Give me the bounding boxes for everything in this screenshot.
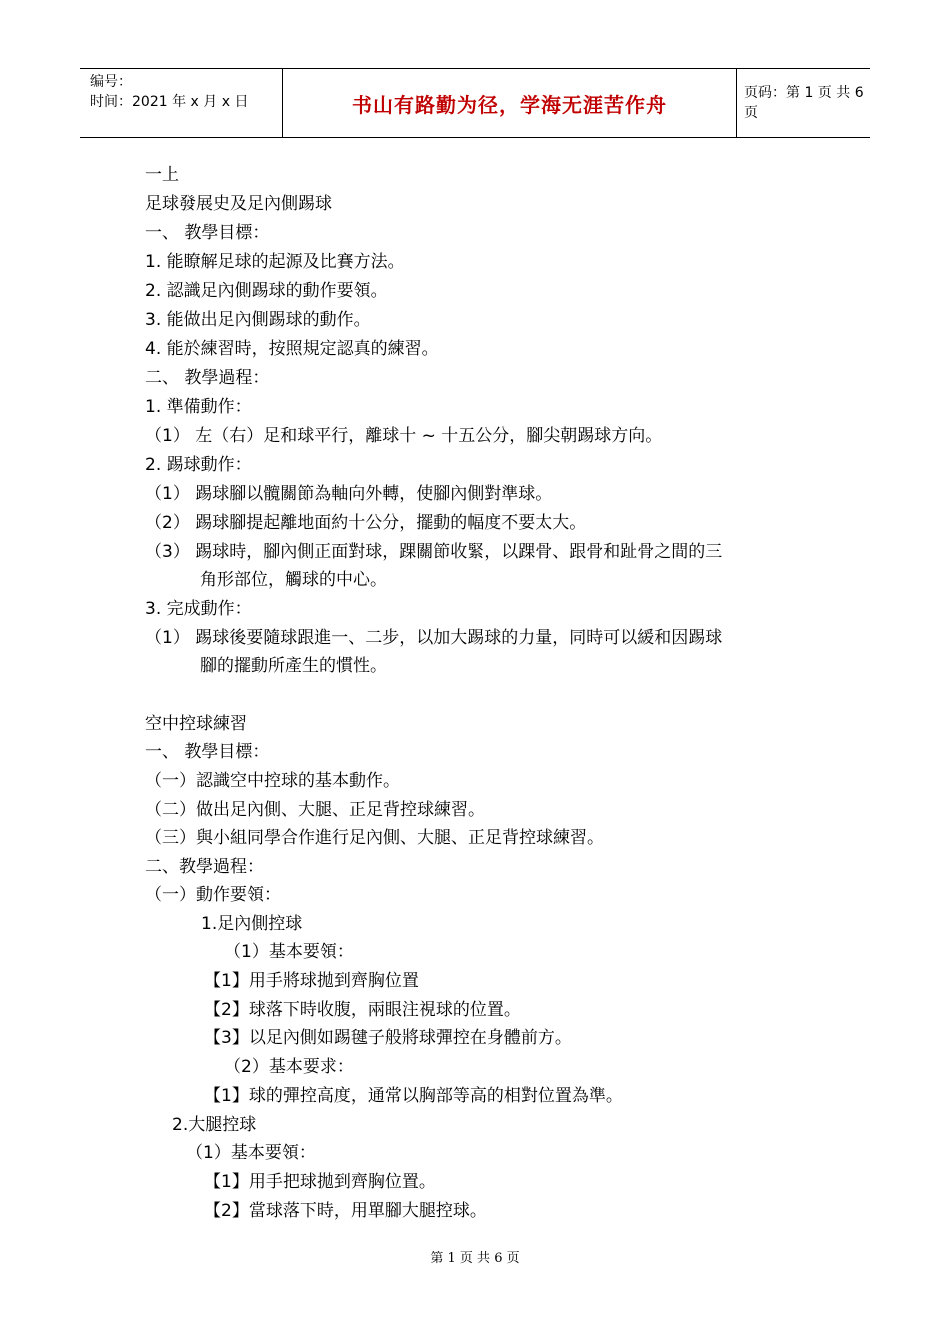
header-motto-cell (282, 69, 737, 137)
list-item: （1）基本要領： (224, 942, 354, 962)
list-item: 二、教學過程： (145, 857, 264, 877)
list-item: 一、 教學目標： (145, 742, 270, 762)
list-item: 【1】用手把球拋到齊胸位置。 (204, 1172, 436, 1192)
time-label: 时间：2021 年 x 月 x 日 (90, 94, 249, 110)
section-title: 足球發展史及足內側踢球 (145, 194, 332, 214)
list-item-continuation: 腳的擺動所產生的慣性。 (200, 656, 387, 676)
list-item: 2.大腿控球 (172, 1115, 257, 1135)
list-item: 4. 能於練習時，按照規定認真的練習。 (145, 339, 439, 359)
list-item: （1） 踢球腳以髖關節為軸向外轉，使腳內側對準球。 (145, 484, 553, 504)
list-item: （1） 左（右）足和球平行，離球十 ~ 十五公分，腳尖朝踢球方向。 (145, 426, 663, 446)
list-item: 3. 完成動作： (145, 599, 252, 619)
list-item: 【3】以足內側如踢毽子般將球彈控在身體前方。 (204, 1028, 572, 1048)
list-item: 1. 能瞭解足球的起源及比賽方法。 (145, 252, 405, 272)
number-label: 编号： (90, 74, 132, 90)
list-item: 1. 準備動作： (145, 397, 252, 417)
list-item-continuation: 角形部位，觸球的中心。 (200, 570, 387, 590)
list-item: （3） 踢球時，腳內側正面對球，踝關節收緊，以踝骨、跟骨和趾骨之間的三 (145, 542, 723, 562)
grade-heading: 一上 (145, 165, 179, 185)
list-item: 【1】球的彈控高度，通常以胸部等高的相對位置為準。 (204, 1086, 623, 1106)
list-item: 一、 教學目標： (145, 223, 270, 243)
list-item: 1.足內側控球 (201, 914, 303, 934)
page-info: 页码：第 1 页 共 6 页 (744, 85, 864, 121)
list-item: 二、 教學過程： (145, 368, 270, 388)
list-item: （1） 踢球後要隨球跟進一、二步，以加大踢球的力量，同時可以緩和因踢球 (145, 628, 723, 648)
page-footer: 第 1 页 共 6 页 (430, 1251, 520, 1266)
list-item: （1）基本要領： (186, 1143, 316, 1163)
list-item: （二）做出足內側、大腿、正足背控球練習。 (145, 800, 485, 820)
list-item: （2） 踢球腳提起離地面約十公分，擺動的幅度不要太大。 (145, 513, 587, 533)
motto-text: 书山有路勤为径，学海无涯苦作舟 (352, 92, 667, 117)
section-title: 空中控球練習 (145, 714, 247, 734)
list-item: 2. 認識足內側踢球的動作要領。 (145, 281, 388, 301)
list-item: （一）認識空中控球的基本動作。 (145, 771, 400, 791)
header-meta (80, 69, 282, 137)
header-page-info-cell (736, 69, 870, 137)
list-item: 【1】用手將球拋到齊胸位置 (204, 971, 419, 991)
list-item: （一）動作要領： (145, 885, 281, 905)
list-item: （2）基本要求： (224, 1057, 354, 1077)
list-item: 【2】當球落下時，用單腳大腿控球。 (204, 1201, 487, 1221)
page-header (80, 68, 870, 138)
list-item: 【2】球落下時收腹，兩眼注視球的位置。 (204, 1000, 521, 1020)
list-item: 3. 能做出足內側踢球的動作。 (145, 310, 371, 330)
list-item: （三）與小組同學合作進行足內側、大腿、正足背控球練習。 (145, 828, 604, 848)
list-item: 2. 踢球動作： (145, 455, 252, 475)
